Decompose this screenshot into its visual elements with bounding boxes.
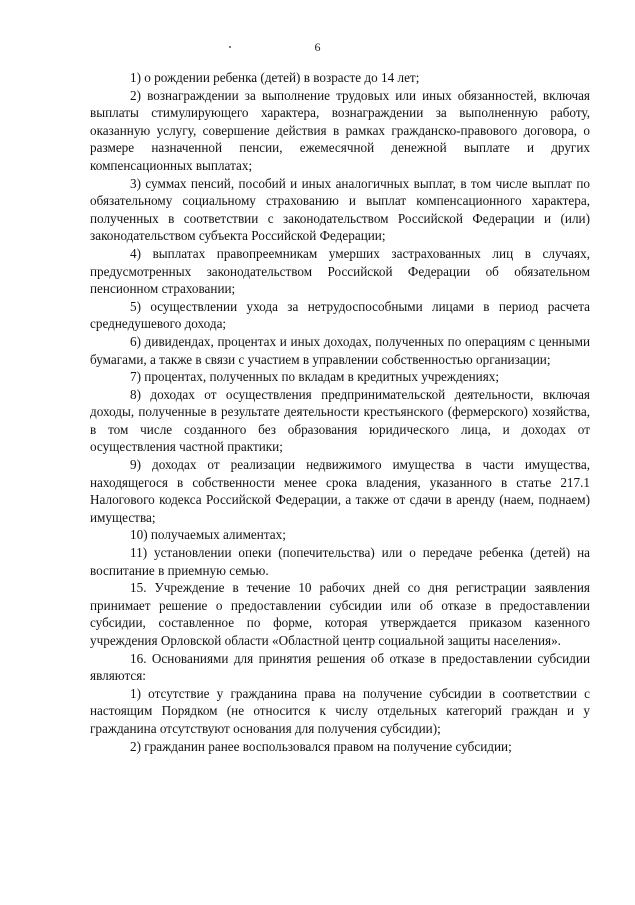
paragraph-item-11: 11) установлении опеки (попечительства) или о передаче ребенка (детей) на воспитание в приемную семью. <box>90 545 590 578</box>
paragraph-section-15: 15. Учреждение в течение 10 рабочих дней со дня регистрации заявления принимает решение о предоставлении субсидии или об отказе в предоставлении субсидии, составленное по форме, которая утверждается приказом казенного учреждения Орловской области «Областной центр социальной защиты населения». <box>90 580 590 648</box>
paragraph-item-5: 5) осуществлении ухода за нетрудоспособными лицами в период расчета среднедушевого дохода; <box>90 298 590 332</box>
paragraph-refusal-2: 2) гражданин ранее воспользовался правом на получение субсидии; <box>130 738 512 754</box>
paragraph-section-16: 16. Основаниями для принятия решения об отказе в предоставлении субсидии являются: <box>90 650 590 684</box>
scan-dot-mark <box>229 46 231 48</box>
page-number: 6 <box>314 40 321 54</box>
document-body <box>90 69 590 755</box>
paragraph-refusal-1: 1) отсутствие у гражданина права на получение субсидии в соответствии с настоящим Порядком (не относится к числу отдельных категорий граждан и у гражданина отсутствуют основания для получения субсидии); <box>90 685 590 736</box>
paragraph-item-3: 3) суммах пенсий, пособий и иных аналогичных выплат, в том числе выплат по обязательному социальному страхованию и выплат компенсационного характера, полученных в соответствии с законодательством Российской Федерации и (или) законодательством субъекта Российской Федерации; <box>90 175 590 244</box>
paragraph-item-7: 7) процентах, полученных по вкладам в кредитных учреждениях; <box>130 369 500 385</box>
paragraph-item-10: 10) получаемых алиментах; <box>130 527 286 543</box>
paragraph-item-2: 2) вознаграждении за выполнение трудовых или иных обязанностей, включая выплаты стимулирующего характера, вознаграждении за выполненную работу, оказанную услугу, совершение действия в рамках гражданско-правового договора, о размере назначенной пенсии, ежемесячной денежной выплате и других компенсационных выплатах; <box>90 87 590 173</box>
paragraph-item-4: 4) выплатах правопреемникам умерших застрахованных лиц в случаях, предусмотренных законодательством Российской Федерации об обязательном пенсионном страховании; <box>90 245 590 297</box>
paragraph-item-1: 1) о рождении ребенка (детей) в возрасте до 14 лет; <box>130 70 420 85</box>
paragraph-item-9: 9) доходах от реализации недвижимого имущества в части имущества, находящегося в собственности менее срока владения, указанного в статье 217.1 Налогового кодекса Российской Федерации, а также от сдачи в аренду (наем, поднаем) имущества; <box>90 457 590 525</box>
paragraph-item-6: 6) дивидендах, процентах и иных доходах, полученных по операциям с ценными бумагами, а также в связи с участием в управлении собственностью организации; <box>90 333 590 367</box>
paragraph-item-8: 8) доходах от осуществления предпринимательской деятельности, включая доходы, полученные в результате деятельности крестьянского (фермерского) хозяйства, в том числе созданного без образования юридического лица, и доходах от осуществления частной практики; <box>90 386 590 455</box>
